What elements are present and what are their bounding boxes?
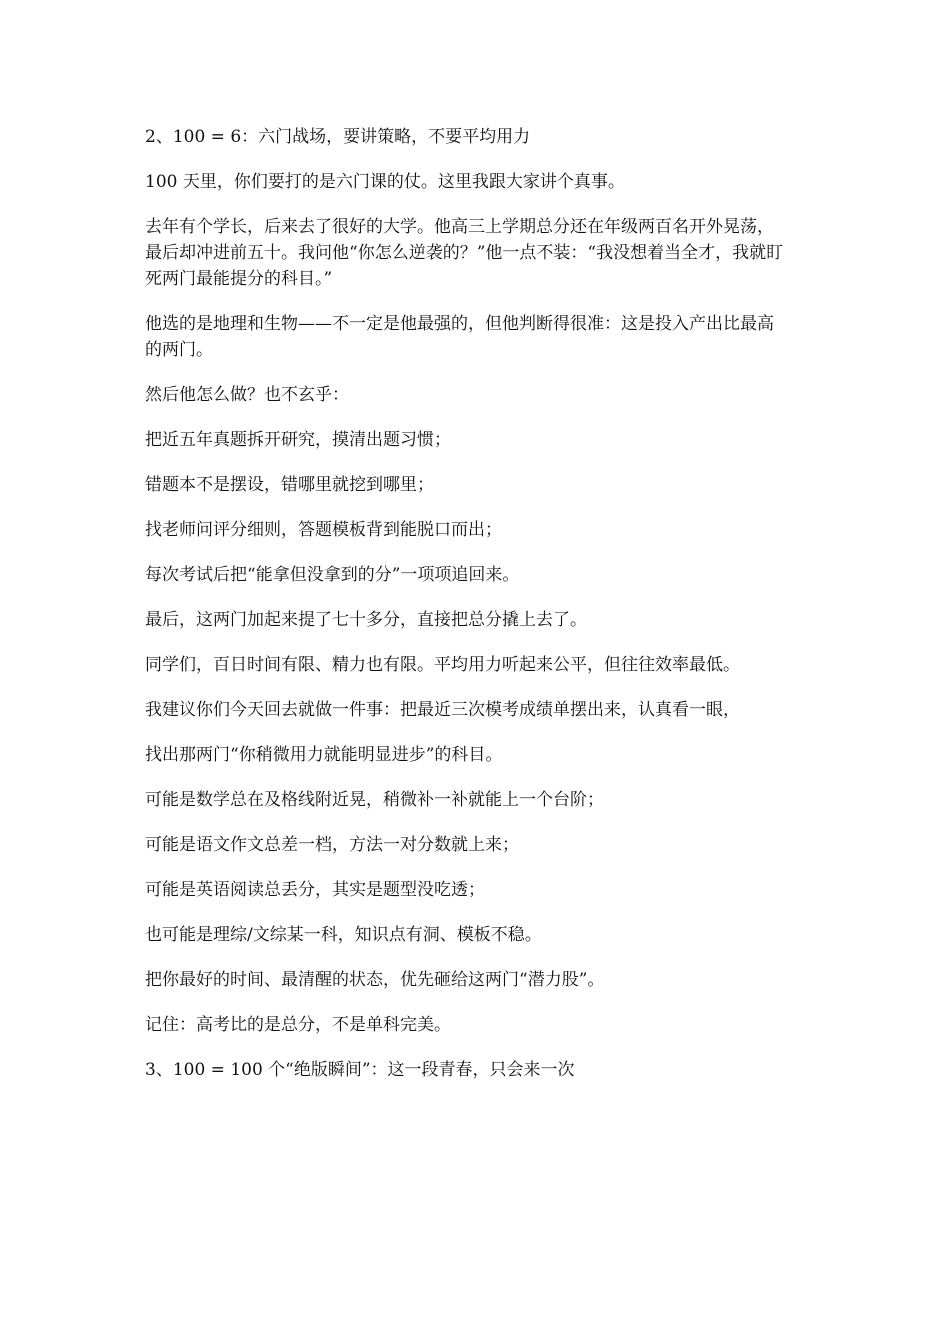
- paragraph: 去年有个学长，后来去了很好的大学。他高三上学期总分还在年级两百名开外晃荡，最后却冲进前五十。我问他“你怎么逆袭的？”他一点不装：“我没想着当全才，我就盯死两门最能提分的科目。”: [145, 217, 784, 289]
- list-item: 可能是数学总在及格线附近晃，稍微补一补就能上一个台阶；: [145, 790, 604, 810]
- paragraph: 100 天里，你们要打的是六门课的仗。这里我跟大家讲个真事。: [145, 172, 625, 192]
- paragraph: 把你最好的时间、最清醒的状态，优先砸给这两门“潜力股”。: [145, 970, 605, 990]
- paragraph: 找出那两门“你稍微用力就能明显进步”的科目。: [145, 745, 503, 765]
- document-body: [145, 124, 785, 1102]
- list-item: 找老师问评分细则，答题模板背到能脱口而出；: [145, 520, 502, 540]
- paragraph: 他选的是地理和生物——不一定是他最强的，但他判断得很准：这是投入产出比最高的两门。: [145, 314, 774, 360]
- paragraph: 我建议你们今天回去就做一件事：把最近三次模考成绩单摆出来，认真看一眼，: [145, 700, 740, 720]
- list-item: 错题本不是摆设，错哪里就挖到哪里；: [145, 475, 434, 495]
- paragraph: 然后他怎么做？也不玄乎：: [145, 385, 349, 405]
- list-item: 也可能是理综/文综某一科，知识点有洞、模板不稳。: [145, 925, 542, 945]
- paragraph: 同学们，百日时间有限、精力也有限。平均用力听起来公平，但往往效率最低。: [145, 655, 740, 675]
- section-heading-2: 2、100 = 6：六门战场，要讲策略，不要平均用力: [145, 127, 531, 147]
- list-item: 把近五年真题拆开研究，摸清出题习惯；: [145, 430, 451, 450]
- section-heading-3: 3、100 = 100 个“绝版瞬间”：这一段青春，只会来一次: [145, 1060, 575, 1080]
- list-item: 每次考试后把“能拿但没拿到的分”一项项追回来。: [145, 565, 520, 585]
- paragraph: 最后，这两门加起来提了七十多分，直接把总分撬上去了。: [145, 610, 587, 630]
- paragraph: 记住：高考比的是总分，不是单科完美。: [145, 1015, 451, 1035]
- list-item: 可能是语文作文总差一档，方法一对分数就上来；: [145, 835, 519, 855]
- list-item: 可能是英语阅读总丢分，其实是题型没吃透；: [145, 880, 485, 900]
